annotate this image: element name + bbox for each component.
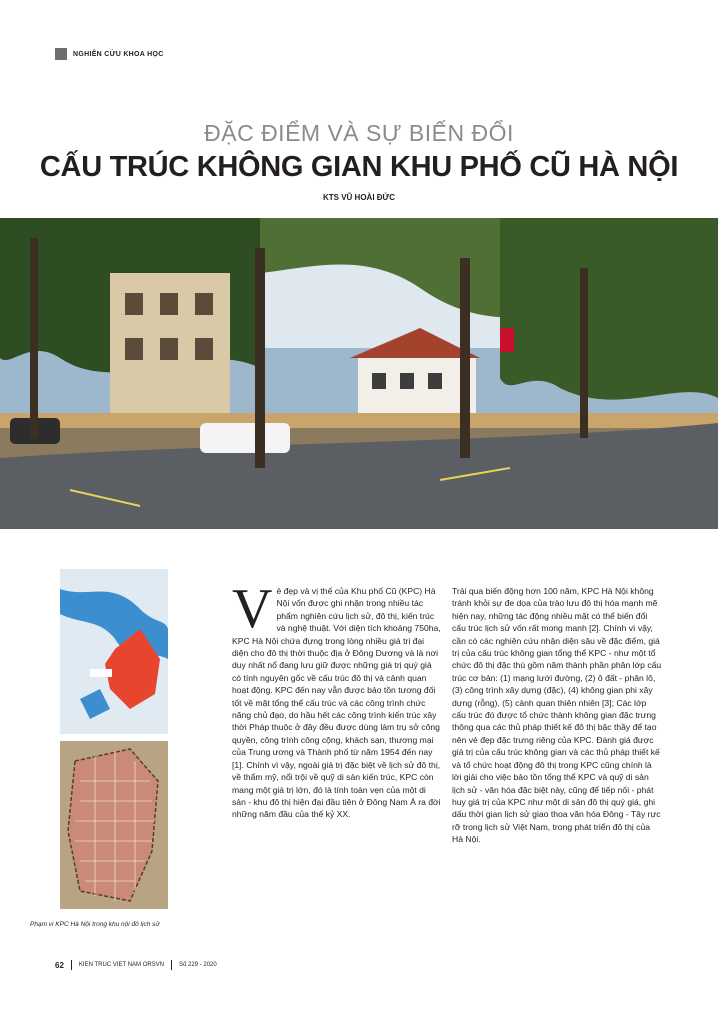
body-column-2 (452, 585, 662, 846)
section-marker-icon (55, 48, 67, 60)
article-kicker: ĐẶC ĐIỂM VÀ SỰ BIẾN ĐỔI (204, 120, 514, 146)
figure-caption: Phạm vi KPC Hà Nội trong khu nội đô lịch sử (30, 921, 160, 928)
footer-divider (171, 960, 172, 970)
issue-number: Số 229 - 2020 (179, 962, 217, 968)
hero-street-photo (0, 218, 718, 529)
kpc-location-map (60, 569, 168, 734)
footer-divider (71, 960, 72, 970)
section-label: NGHIÊN CỨU KHOA HỌC (73, 50, 164, 58)
map-figures (60, 569, 168, 909)
article-author: KTS VŨ HOÀI ĐỨC (323, 193, 395, 202)
page-footer (55, 960, 217, 970)
historic-city-map (60, 741, 168, 909)
section-header (55, 48, 164, 60)
magazine-name: KIEN TRUC VIET NAM ORSVN (78, 962, 165, 968)
paragraph-2: Trải qua biến động hơn 100 năm, KPC Hà Nội không tránh khỏi sự đe dọa của trào lưu đô thị hóa mạnh mẽ hiện nay, những tác động nhiều mặt có thể biến đổi cấu trúc lịch sử vốn rất mong manh [2]. Chính vì vậy, cần có các nghiên cứu nhận diện sâu về đặc điểm, giá trị của cấu trúc không gian tổng thể KPC - như một tổ chức đô thị đặc thù gồm năm thành phần phân lớp cấu trúc cơ bản: (1) mạng lưới đường, (2) ô đất - phân lô, (3) công trình xây dựng (đặc), (4) không gian phi xây dựng (rỗng), (5) cảnh quan thiên nhiên [3]; Các lớp cấu trúc đó được tổ chức thành không gian đặc trưng thông qua các thủ pháp thiết kế đô thị bậc thầy để tạo nên vẻ đẹp đặc trưng riêng của KPC. Đánh giá được giá trị của cấu trúc không gian và các thủ pháp thiết kế và tổ chức hoạt động đô thị trong KPC cũng chính là lời giải cho việc bảo tồn tổng thể KPC và quỹ di sản lịch sử - văn hóa đặc biệt này, cũng để tiếp nối - phát huy giá trị của KPC như một di sản đô thị quý giá, ghi dấu thời gian lịch sử giao thoa văn hóa Đông - Tây rực rỡ trong lịch sử Việt Nam, trong phát triển đô thị của Hà Nội. (452, 586, 662, 845)
article-title: CẤU TRÚC KHÔNG GIAN KHU PHỐ CŨ HÀ NỘI (39, 151, 679, 183)
paragraph-1: ẻ đẹp và vị thế của Khu phố Cũ (KPC) Hà Nội vốn được ghi nhận trong nhiều tác phẩm nghiên cứu lịch sử, đô thị, kiến trúc và nghệ thuật. Với diện tích khoảng 750ha, KPC Hà Nội chứa đựng trong lòng nhiều giá trị đại diện cho đô thị thời thuộc địa ở Đông Dương và là nơi duy nhất nổ đang lưu giữ được những giá trị quý giá có tính nguyên gốc về cấu trúc đô thị và cảnh quan hoạt động. KPC đến nay vẫn được bảo tồn tương đối tốt về mặt tổng thể cấu trúc và các công trình chức năng chủ đạo, do hầu hết các công trình kiến trúc xây thời Pháp thuộc ở đây đều được dùng làm trụ sở công quyền, công trình công cộng, khách sạn, thương mại của Trung ương và Thành phố từ năm 1954 đến nay [1]. Chính vì vậy, ngoài giá trị đặc biệt về lịch sử đô thị, về thẩm mỹ, nổi trội về quỹ di sản kiến trúc, KPC còn mang một giá trị lớn, đó là tính toàn vẹn của một di sản - khu đô thị hiện đại đầu tiên ở Đông Nam Á ra đời những năm đầu của thế kỷ XX. (232, 586, 441, 820)
drop-cap: V (232, 578, 273, 640)
page-number: 62 (55, 960, 64, 970)
body-column-1 (232, 578, 442, 821)
